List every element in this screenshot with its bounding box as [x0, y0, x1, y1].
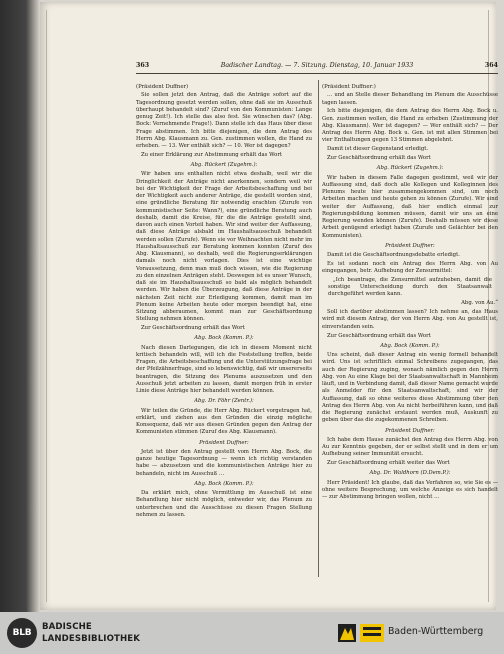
speaker-heading: Präsident Duffner:	[385, 242, 435, 249]
paragraph: Jetzt ist über den Antrag gestellt vom Herrn Abg. Bock, die ganze heutige Tagesordnung — wenn ich richtig verstanden habe — abzusetzen und die kommunistischen Anträge hier zu behandeln, nicht im Ausschuß …	[136, 448, 312, 477]
page-number-left: 363	[136, 62, 150, 69]
paragraph: „Ich beantrage, die Zensurmittel aufzuheben, damit die sonstige Unterscheidung durch den Staatsanwalt durchgeführt werden kann.	[328, 276, 492, 298]
blb-name-line2: LANDESBIBLIOTHEK	[42, 634, 140, 644]
speaker-heading: Präsident Duffner:	[199, 439, 249, 446]
blb-logo: BLB	[7, 618, 37, 648]
paragraph: Zu einer Erklärung zur Abstimmung erhält das Wort	[141, 151, 283, 158]
paragraph: Uns scheint, daß dieser Antrag ein wenig formell behandelt wird. Uns ist schriftlich einmal Schreibens zugegangen, das auch der Regierung zuging, wonach nämlich gegen den Herrn Abg. von Au eine Klage bei der Staatsanwaltschaft in Mannheim läuft, und in Verbindung damit, daß dieser Name gemacht wurde als Anmelder für den Staatsanwaltschaft, sind wir der Auffassung, daß so ohne weiteres diese Abstimmung über den Antrag des Herrn Abg. von Au nicht herbeiführen kann, und daß die Regierung zunächst erstaunt werden muß, Auskunft zu geben über das die zugekommenen Schreiben.	[322, 352, 498, 424]
speaker-heading: Abg. Rückert (Zugehm.):	[190, 162, 258, 169]
page-number-right: 364	[484, 62, 498, 69]
book-binding-shadow	[0, 0, 40, 612]
speaker-heading: Präsident Duffner:	[385, 427, 435, 434]
paragraph: Damit ist dieser Gegenstand erledigt.	[327, 146, 429, 153]
column-continuation-heading: (Präsident Duffner)	[136, 84, 189, 90]
header-title: Badischer Landtag. — 7. Sitzung. Dienstag, 10. Januar 1933	[220, 62, 414, 69]
paragraph: Nach diesen Darlegungen, die ich in diesem Moment nicht kritisch behandeln will, will ich die Feststellung treffen, beide Fragen, die Arbeitsbeschaffung und die Unterstützungsfrage bei der Pfeilzähnerfrage, sind so lebenswichtig, daß wir unsererseits beantragen, die Sitzung des Plenums auszusetzen und den Ausschuß jetzt arbeiten zu lassen, damit morgen früh in erster Linie diese Anträge hier behandelt werden können.	[136, 344, 312, 395]
column-continuation-heading: (Präsident Duffner:)	[322, 84, 376, 90]
paragraph: Zur Geschäftsordnung erhält das Wort	[327, 332, 431, 339]
right-text-column	[322, 82, 498, 503]
paragraph: Sie sollen jetzt den Antrag, daß die Anträge sofort auf die Tagesordnung gesetzt werden sollen, ohne daß sie im Ausschuß überhaupt behandelt sind? (Zuruf von den Kommunisten: Lange genug Zeit!). Ich stelle das also fest. Sie wünschen das? (Abg. Bock: Vernehmende Frage!). Dann stelle ich das Haus über diese Frage abstimmen. Ich bitte diejenigen, die dem Antrag des Herrn Abg. Klausmann zu. Gen. zustimmen wollen, die Hand zu erheben. — 13. Wer enthält sich? — 10. Wer ist dagegen?	[136, 92, 312, 149]
speaker-heading: Abg. Rückert (Zugehm.):	[376, 165, 444, 172]
paragraph: Zur Geschäftsordnung erhält das Wort	[327, 155, 431, 162]
document-page	[40, 2, 496, 610]
blb-name	[42, 621, 140, 645]
speaker-heading: Abg. Bock (Komm. P.):	[380, 342, 440, 349]
column-divider	[318, 80, 319, 577]
paragraph: Abg. von Au.“	[461, 300, 498, 307]
paragraph: Wir haben in diesem Falle dagegen gestimmt, weil wir der Auffassung sind, daß doch alle Kollegen und Kolleginnen des Plenums heute hier zusammengekommen sind, um noch Arbeiten machen und heute gehen zu können (Zurufe). Wir sind weiter der Auffassung, daß hier endlich einmal zur Regierungsbildung kommen müssen, damit wir uns an eine Regierung wenden können (Zurufe). Deshalb müssen wir diese Arbeit genügend erledigt haben (Zurufe und Gelächter bei den Kommunisten).	[322, 174, 498, 239]
paragraph: Wir haben uns enthalten nicht etwa deshalb, weil wir die Dringlichkeit der Anträge nicht anerkennen, sondern weil wir bei der Wichtigkeit der Frage der Arbeitsbeschaffung und bei der Wichtigkeit auch anderer Anträge, die gestellt worden sind, eine gründliche Beratung für notwendig erachten (Zurufe von kommunistischer Seite: Wann?), eine gründliche Beratung auch deshalb, damit die Kreise, für die die Anträge gestellt sind, davon auch einen Vorteil haben. Wir sind weiter der Auffassung, daß diese Anträge alsbald im Haushaltsausschuß behandelt werden sollen (Zurufe). Wenn sie vor Weihnachten nicht mehr im Haushaltsausschuß zur Beratung kommen konnten (Zuruf des Abg. Klausmann), so deshalb, weil die Regierungserklärungen damals noch nicht vorlagen. Dies ist eine wichtige Voraussetzung, denn man muß doch wissen, wie die Regierung zu den einzelnen Anträgen steht. Deswegen ist es unser Wunsch, daß sie im Haushaltsausschuß so bald als möglich behandelt werden. Wir haben die Überzeugung, daß diese Anträge in der nächsten Zeit nicht zur Erledigung kommen, damit man im Plenum keine Arbeiten heute oder morgen beendigt hat, eine Sitzung abberaumen, kommt man zur Geschäftsordnung Stellung nehmen können.	[136, 171, 312, 323]
speaker-heading: Abg. Dr. Waldhorn (D.Dem.P.):	[369, 470, 451, 477]
paragraph: Wir teilen die Gründe, die Herr Abg. Rückert vorgetragen hat, erklärt, und ziehen aus den Gründen die einzig mögliche Konsequenz, daß wir aus diesen Gründen gegen den Antrag der Kommunisten stimmen (Zuruf des Abg. Klausmann).	[136, 407, 312, 436]
header-rule	[136, 73, 498, 74]
paragraph: Ich habe dem Hause zunächst den Antrag des Herrn Abg. von Au zur Kenntnis gegeben, der er selbst stellt und in dem er um Aufhebung seiner Immunität ersucht.	[322, 436, 498, 458]
left-text-column	[136, 82, 312, 521]
paragraph: Da erklärt mich, ohne Vermittlung im Ausschuß ist eine Behandlung hier nicht möglich, entweder wir, das Plenum zu unterbrechen und die Ausschüsse zu diesen Fragen Stellung nehmen zu lassen.	[136, 490, 312, 518]
paragraph: Zur Geschäftsordnung erhält das Wort	[141, 325, 245, 332]
blb-name-line1: BADISCHE	[42, 622, 92, 632]
baden-wuerttemberg-logo-icon	[336, 620, 388, 646]
paragraph: Zur Geschäftsordnung erhält weiter das Wort	[327, 460, 450, 467]
speaker-heading: Abg. Bock (Komm. P.):	[194, 480, 254, 487]
paragraph: Damit ist die Geschäftsordnungsdebatte erledigt.	[327, 252, 460, 259]
paragraph: Soll ich darüber abstimmen lassen? Ich nehme an, das Haus wird mit diesem Antrag, der von Herrn Abg. von Au gestellt ist, einverstanden sein.	[322, 309, 498, 330]
paragraph: Ich bitte diejenigen, die dem Antrag des Herrn Abg. Bock u. Gen. zustimmen wollen, die Hand zu erheben (Zustimmung der Abg. Klausmann). Wer ist dagegen? — Wer enthält sich? — Der Antrag des Herrn Abg. Bock u. Gen. ist mit allen Stimmen bei vier Enthaltungen gegen 13 Stimmen abgelehnt.	[322, 108, 498, 144]
speaker-heading: Abg. Bock (Komm. P.):	[194, 335, 254, 342]
paragraph: … und an Stelle dieser Behandlung im Plenum die Ausschüsse tagen lassen.	[322, 92, 498, 106]
speaker-heading: Abg. Dr. Föhr (Zentr.):	[194, 398, 254, 405]
state-name: Baden-Württemberg	[388, 626, 484, 637]
paragraph: Es ist sodann noch ein Antrag des Herrn Abg. von Au eingegangen, betr. Aufhebung der Zensurmittel:	[322, 260, 498, 275]
paragraph: Herr Präsident! Ich glaube, daß das Verfahren so, wie Sie es — ohne weitere Besprechung, um welche Anzeige es sich handelt — zur Abstimmung bringen wollen, nicht …	[322, 479, 498, 501]
library-footer-bar	[0, 612, 504, 654]
page-edge-line	[46, 10, 47, 602]
